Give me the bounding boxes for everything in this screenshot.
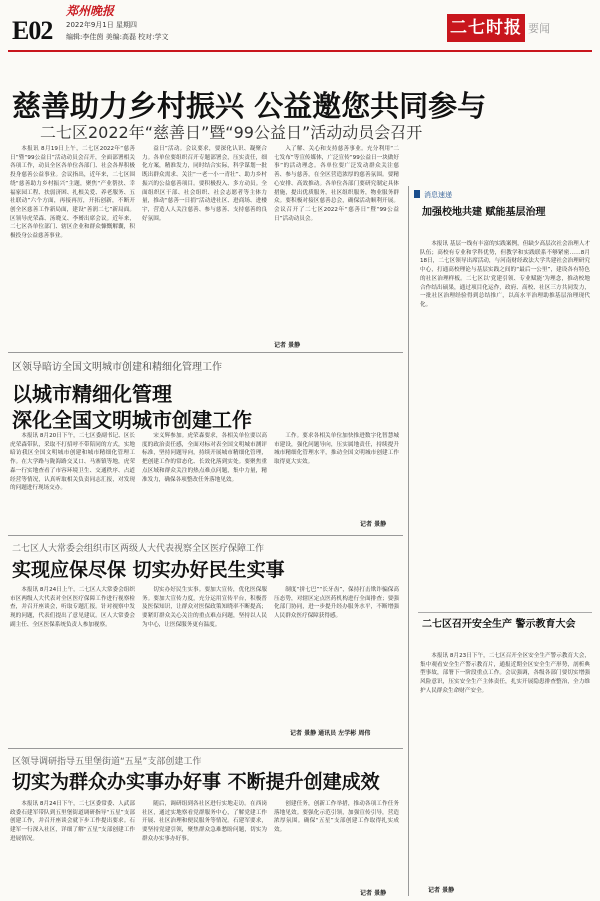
article2-byline: 记者 景静 — [360, 521, 387, 528]
article3-kicker: 二七区人大常委会组织市区两级人大代表视察全区医疗保障工作 — [12, 544, 265, 554]
divider — [418, 612, 592, 613]
bullet-icon — [414, 190, 420, 198]
sidebar-label: 消息速递 — [424, 191, 452, 199]
sidebar-item2-title: 二七区召开安全生产 警示教育大会 — [422, 619, 576, 630]
article2-column-2: 宋义辉参加。虎荣森要求，各相关单位要以高度的政治责任感，全面对标对表全国文明城市测评标准，坚持问题导向，持续开展城市精细化管理，把创建工作的常态化、长效化落到实处。要聚焦重点区域和群众关注的热点难点问题，集中力量，精准发力，确保各项整改任务落地见效。 — [142, 433, 267, 483]
article2-column-3: 工作。要求各相关单位加快推进数字化智慧城市建设，强化问题导向，压实属地责任，持续提升城市精细化管理水平，推动全国文明城市创建工作取得更大实效。 — [274, 433, 399, 466]
paper-logo: 郑州晚报 — [66, 4, 115, 18]
issue-date: 2022年9月1日 星期四 — [66, 21, 137, 29]
masthead — [0, 0, 600, 52]
article2-kicker: 区领导暗访全国文明城市创建和精细化管理工作 — [12, 362, 222, 373]
article4-kicker: 区领导调研指导五里堡街道“五星”支部创建工作 — [12, 757, 202, 767]
article4-byline: 记者 景静 — [360, 890, 387, 897]
sidebar-item1-title: 加强校地共建 赋能基层治理 — [422, 207, 546, 218]
sidebar-byline: 记者 景静 — [428, 887, 455, 894]
divider — [8, 535, 403, 536]
article2-headline-line2: 深化全国文明城市创建工作 — [12, 408, 252, 432]
article3-column-3: 制度“拼七巴”“长牙齿”，保持打击欺诈骗保高压态势，对辖区定点医药机构进行全面排查；要强化部门协同，进一步提升经办服务水平，不断增强人民群众医疗保障获得感。 — [274, 587, 399, 620]
article2-headline-line1: 以城市精细化管理 — [12, 382, 172, 406]
section-name: 二七时报 — [447, 14, 525, 42]
article4-headline: 切实为群众办实事办好事 不断提升创建成效 — [12, 771, 380, 793]
article1-column-1: 本报讯 8月19日上午，二七区2022年“慈善日”暨“99公益日”活动动员会召开，全面部署相关各项工作，动员全区各单位各部门、社会各界积极投身慈善公益事业。会议指出，近年来，二七区围绕“慈善助力乡村振兴”主题，聚焦“产业帮扶、幸福家园工程、扶弱济困、扎根关爱、养老服务、五社联动”六个方面，再接再厉，开拓创新，不断开创全区慈善工作新局面，建设“善润二七”新局面。区领导虎荣森、汤晓义、李赟出席会议。近年来，二七区各单位部门、辖区企业和群众慷慨解囊，积极投身公益慈善事业。 — [10, 146, 135, 240]
header-rule — [8, 50, 592, 52]
article2-column-1: 本报讯 8月20日下午，二七区委副书记、区长虎荣森带队，采取不打招呼不带陪同的方式，实地暗访我区全国文明城市创建和城市精细化管理工作。在大学路与陇海路交叉口、马寨镇等地，虎荣森一行实地查看了市容环境卫生、交通秩序、占道经营等情况，认真听取相关负责同志汇报，对发现的问题进行现场交办。 — [10, 433, 135, 492]
article1-subhead: 二七区2022年“慈善日”暨“99公益日”活动动员会召开 — [40, 123, 423, 142]
article4-column-2: 随后，调研组到各社区进行实地走访。在西岗社区，通过实地察看党群服务中心，了解党建工作开展、社区治理和便民服务等情况。石建军要求，要坚持党建引领，聚焦群众急难愁盼问题，切实为群众办实事办好事。 — [142, 801, 267, 842]
section-tag: 要闻 — [528, 22, 550, 35]
article1-column-3: 入了解、关心和支持慈善事业。充分利用“二七发布”等宣传媒体，广泛宣传“99公益日一块做好事”的活动理念。各单位要广泛发动群众关注慈善、参与慈善，在全区营造浓厚的慈善氛围。要精心安排、高效推动。各单位各部门要研究制定具体措施，提出优质服务，社区组织服务，物业服务群众。要积极对接区慈善总会，确保活动顺利开展。会议召开了二七区2022年“慈善日”暨“99公益日”活动动员会。 — [274, 146, 399, 222]
article3-column-1: 本报讯 8月24日上午，二七区人大常委会组织市区两级人大代表对全区医疗保障工作进行视察检查，并召开座谈会，听取专题汇报。针对视察中发现的问题，代表们提出了意见建议。区人大常委会副主任、全区医保系统负责人参加视察。 — [10, 587, 135, 628]
article3-headline: 实现应保尽保 切实办好民生实事 — [12, 559, 285, 581]
sidebar-item2-body: 本报讯 8月23日下午，二七区召开全区安全生产警示教育大会，集中观看安全生产警示教育片，通报近期全区安全生产形势，剖析典型事故，部署下一阶段重点工作。会议强调，各级各部门要切实增强风险意识，压实安全生产主体责任，扎实开展隐患排查整治，全力维护人民群众生命财产安全。 — [420, 653, 590, 694]
sidebar-divider — [408, 186, 409, 896]
article4-column-3: 创建任务，创新工作举措，推动各项工作任务落地见效。要强化示范引领，加强宣传引导，营造浓厚氛围。确保“五星”支部创建工作取得扎实成效。 — [274, 801, 399, 834]
divider — [8, 352, 403, 353]
article1-headline: 慈善助力乡村振兴 公益邀您共同参与 — [12, 89, 487, 123]
article3-column-2: 切实办好民生实事。要加大宣传，优化医保服务。要加大宣传力度，充分运用宣传平台，积极普及医保知识，让群众对医保政策知晓率不断提高；要紧盯群众关心关注的重点难点问题，坚持以人民为中心，让医保服务更有温度。 — [142, 587, 267, 628]
page-number: E02 — [12, 16, 53, 45]
article1-byline: 记者 景静 — [274, 342, 301, 349]
divider — [8, 748, 403, 749]
sidebar-item1-body: 本报讯 基层一线有丰富的实践案例，但缺少高层次社会治理人才队伍；高校有专业和学科优势，但教学和实践联系不够紧密……8月18日，二七区领导出席活动，与河南财经政法大学共建社会治理研究中心，打通高校理论与基层实践之间的“最后一公里”，建设各有特色的社区治理样板。二七区以‘党建引领、专业赋能’为理念，推动校地合作结出硕果，通过项目化运作，政府、高校、社区三方共同发力，一批社区治理经验得到总结推广，以高水平治理助推基层治理现代化。 — [420, 241, 590, 308]
article3-byline: 记者 景静 通讯员 左学彬 周伟 — [290, 730, 371, 737]
editor-credits: 编辑:李佳茵 美编:高磊 校对:学文 — [66, 33, 169, 41]
article1-column-2: 益日”活动。会议要求，要深化认识、凝聚合力。各单位要组织召开专题部署会，压实责任，细化方案，精准发力，同时结合实际，科学谋划一批既出群众需求、关注“一老一小一青壮”、助力乡村振兴的公益慈善项目。要积极投入、多方动员。全面组织区干部、社会组织、社会志愿者等主体力量，推动“慈善一日捐”活动进社区、进商场、进楼宇，营造人人关注慈善、参与慈善、支持慈善的良好氛围。 — [142, 146, 267, 222]
article4-column-1: 本报讯 8月24日下午，二七区委常委、人武部政委石建军带队到五里堡街道调研指导“五星”支部创建工作，并召开座谈会就下步工作提出要求。石建军一行深入社区，详细了解“五星”支部创建工作进展情况。 — [10, 801, 135, 842]
